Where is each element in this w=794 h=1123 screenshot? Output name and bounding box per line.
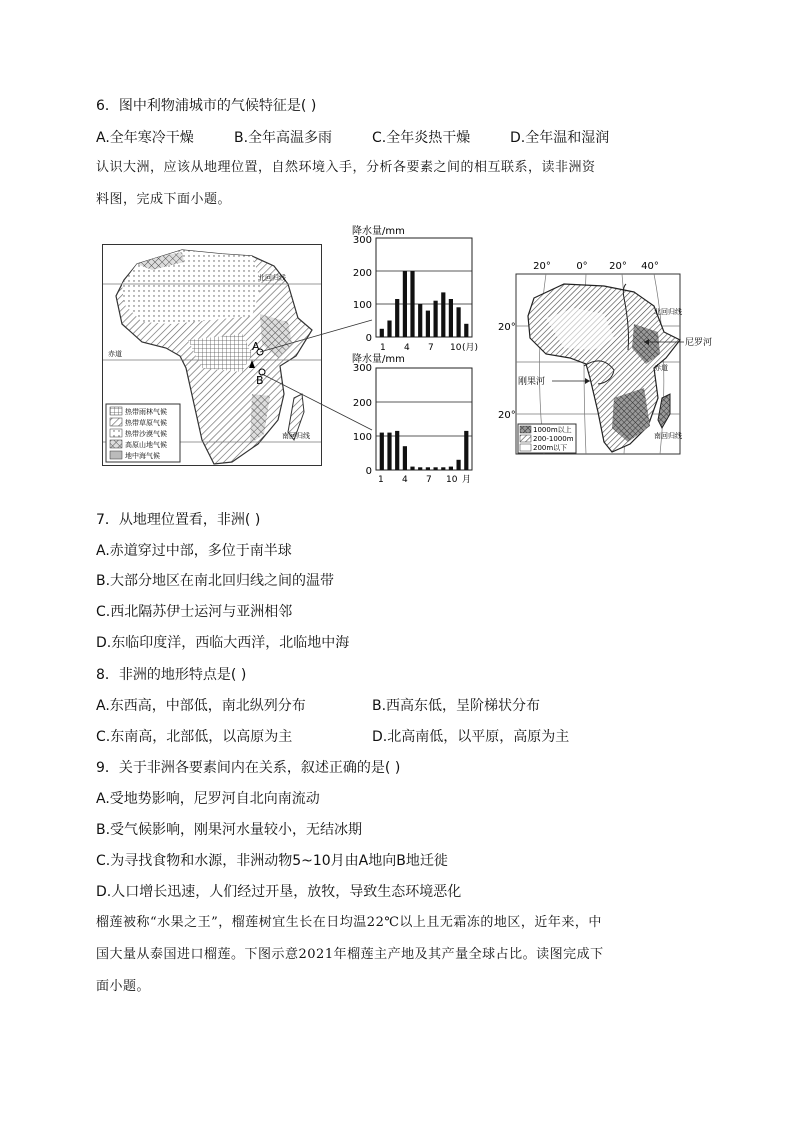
q8-stem: 8．非洲的地形特点是( ): [96, 667, 247, 683]
q7-option-d: D.东临印度洋，西临大西洋，北临地中海: [96, 635, 350, 651]
chart-b-xunit: 月: [462, 475, 472, 485]
precip-chart-b: [340, 350, 490, 486]
legend-mediterranean: [110, 451, 160, 460]
chart-a-bar-month-6: [418, 304, 422, 337]
q9-option-b: B.受气候影响，刚果河水量较小，无结冰期: [96, 822, 363, 838]
lon-label-e20: 20°: [609, 261, 627, 272]
chart-b-xtick-10: 10: [446, 475, 458, 485]
chart-a-bar-month-10: [449, 299, 453, 337]
chart-b-bar-month-6: [418, 467, 422, 470]
intro2-line2: 国大量从泰国进口榴莲。下图示意2021年榴莲主产地及其产量全球占比。读图完成下: [96, 947, 604, 962]
precip-chart-a: [340, 222, 490, 358]
intro1-line1: 认识大洲，应该从地理位置，自然环境入手，分析各要素之间的相互联系，读非洲资: [96, 160, 596, 175]
q8-option-b: B.西高东低，呈阶梯状分布: [372, 698, 541, 714]
chart-b-ytick-0: 0: [365, 466, 372, 477]
chart-b-bar-month-1: [380, 433, 384, 470]
chart-b-bar-month-8: [434, 467, 438, 470]
svg-text:1000m以上: 1000m以上: [533, 426, 572, 434]
terrain-legend-high: [520, 425, 572, 434]
q6-option-c: C.全年炎热干燥: [372, 130, 471, 146]
chart-b-bar-month-12: [464, 431, 468, 470]
legend-savanna: [110, 418, 167, 427]
lon-label-w20: 20°: [533, 261, 551, 272]
chart-a-xtick-10: 10: [450, 343, 462, 353]
q8-option-a: A.东西高，中部低，南北纵列分布: [96, 698, 306, 714]
q6-options: [96, 128, 609, 148]
terrain-label-tropic-south: 南回归线: [654, 432, 682, 440]
q9-stem: 9．关于非洲各要素间内在关系，叙述正确的是( ): [96, 760, 401, 776]
lat-label-n20: 20°: [498, 322, 516, 333]
q6-option-b: B.全年高温多雨: [234, 130, 333, 146]
chart-b-ytick-100: 100: [352, 432, 372, 443]
q7-option-a: A.赤道穿过中部，多位于南半球: [96, 543, 292, 559]
lon-label-0: 0°: [576, 261, 588, 272]
chart-a-bar-month-1: [380, 329, 384, 337]
chart-a-xtick-7: 7: [428, 343, 434, 353]
chart-a-bar-month-8: [434, 301, 438, 337]
label-tropic-north: 北回归线: [258, 274, 286, 282]
chart-a-bar-month-12: [464, 324, 468, 337]
chart-a-bar-month-7: [426, 311, 430, 337]
q8-options-row2: [96, 727, 569, 747]
lon-label-e40: 40°: [641, 261, 659, 272]
chart-b-bar-month-7: [426, 467, 430, 470]
svg-text:地中海气候: 地中海气候: [125, 452, 160, 460]
q9-option-a: A.受地势影响，尼罗河自北向南流动: [96, 791, 320, 807]
chart-b-bars: [380, 431, 469, 470]
chart-b-bar-month-5: [410, 467, 414, 470]
label-a: A: [252, 340, 260, 353]
chart-b-bar-month-9: [441, 467, 445, 470]
chart-b-bar-month-2: [387, 433, 391, 470]
terrain-label-tropic-north: 北回归线: [654, 308, 682, 316]
chart-b-ytick-300: 300: [352, 363, 372, 374]
chart-a-bar-month-5: [410, 271, 414, 337]
chart-b-bar-month-3: [395, 431, 399, 470]
chart-b-ytick-200: 200: [352, 398, 372, 409]
africa-terrain-map: [494, 258, 716, 456]
label-b: B: [256, 374, 264, 387]
chart-a-ytick-200: 200: [352, 268, 372, 279]
q7-stem: 7．从地理位置看，非洲( ): [96, 512, 261, 528]
chart-a-xtick-4: 4: [404, 343, 410, 353]
chart-a-ylabel: 降水量/mm: [352, 226, 405, 237]
label-tropic-south: 南回归线: [282, 432, 310, 440]
q6-option-d: D.全年温和湿润: [510, 130, 610, 146]
q6-stem: 6．图中利物浦城市的气候特征是( ): [96, 98, 317, 114]
chart-b-xtick-4: 4: [402, 475, 408, 485]
svg-text:热带草原气候: 热带草原气候: [125, 419, 167, 427]
q7-option-b: B.大部分地区在南北回归线之间的温带: [96, 573, 335, 589]
label-equator: 赤道: [108, 350, 122, 358]
q7-option-c: C.西北隔苏伊士运河与亚洲相邻: [96, 604, 293, 620]
chart-b-xtick-7: 7: [426, 475, 432, 485]
legend-desert: [110, 429, 167, 438]
svg-text:热带雨林气候: 热带雨林气候: [125, 408, 167, 416]
chart-a-ytick-300: 300: [352, 235, 372, 246]
label-nile: 尼罗河: [685, 338, 713, 348]
intro2-line3: 面小题。: [96, 979, 151, 994]
chart-b-ylabel: 降水量/mm: [352, 354, 405, 365]
chart-b-bar-month-10: [449, 467, 453, 470]
terrain-legend-mid: [520, 435, 574, 443]
chart-a-bar-month-2: [387, 321, 391, 338]
chart-a-ytick-100: 100: [352, 300, 372, 311]
q8-options-row1: [96, 696, 540, 716]
label-congo: 刚果河: [518, 377, 546, 387]
chart-a-bar-month-11: [457, 307, 461, 337]
intro2-line1: 榴莲被称“水果之王”，榴莲树宜生长在日均温22℃以上且无霜冻的地区，近年来，中: [96, 915, 602, 930]
q9-option-d: D.人口增长迅速，人们经过开垦，放牧，导致生态环境恶化: [96, 884, 462, 900]
q9-option-c: C.为寻找食物和水源，非洲动物5~10月由A地向B地迁徙: [96, 853, 448, 869]
chart-b-bar-month-4: [403, 446, 407, 470]
q6-option-a: A.全年寒冷干燥: [96, 130, 194, 146]
chart-a-bar-month-4: [403, 271, 407, 337]
chart-b-bar-month-11: [457, 460, 461, 470]
chart-a-bar-month-3: [395, 299, 399, 337]
q8-option-c: C.东南高，北部低，以高原为主: [96, 729, 293, 745]
svg-text:高原山地气候: 高原山地气候: [125, 441, 167, 449]
intro1-line2: 料图，完成下面小题。: [96, 192, 232, 207]
chart-a-ytick-0: 0: [365, 333, 372, 344]
chart-b-xtick-1: 1: [378, 475, 384, 485]
chart-a-xtick-1: 1: [380, 343, 386, 353]
chart-a-xunit: (月): [462, 343, 479, 353]
q8-option-d: D.北高南低，以平原，高原为主: [372, 729, 570, 745]
terrain-legend-low: [520, 443, 567, 452]
svg-text:200-1000m: 200-1000m: [533, 435, 574, 443]
legend-highland: [110, 440, 167, 449]
chart-a-bar-month-9: [441, 292, 445, 337]
svg-text:200m以下: 200m以下: [533, 444, 568, 452]
legend-rainforest: [110, 407, 167, 416]
terrain-label-equator: 赤道: [654, 364, 668, 372]
svg-text:热带沙漠气候: 热带沙漠气候: [125, 430, 167, 438]
lat-label-s20: 20°: [498, 410, 516, 421]
